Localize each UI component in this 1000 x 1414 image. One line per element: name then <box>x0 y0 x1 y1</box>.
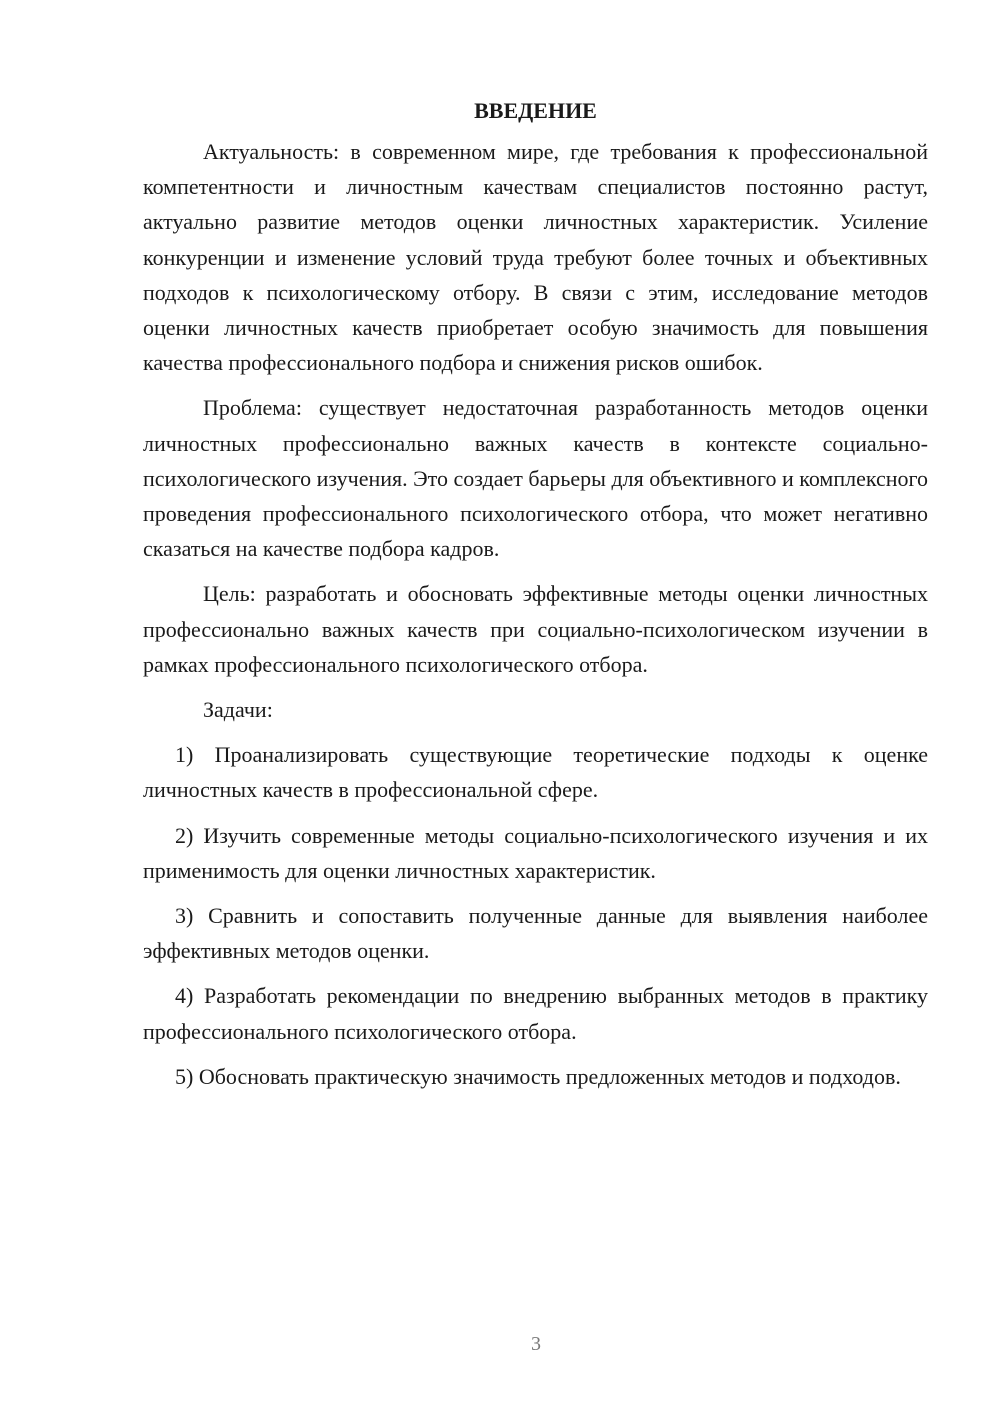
paragraph-goal: Цель: разработать и обосновать эффективные методы оценки личностных профессионально важных качеств при социально-психологическом изучении в рамках профессионального психологического отбора. <box>143 581 928 677</box>
page-title: ВВЕДЕНИЕ <box>474 98 597 123</box>
task-item: 5) Обосновать практическую значимость предложенных методов и подходов. <box>175 1063 901 1089</box>
paragraph-relevance: Актуальность: в современном мире, где требования к профессиональной компетентности и личностным качествам специалистов постоянно растут, актуально развитие методов оценки личностных характеристик. Усиление конкуренции и изменение условий труда требуют более точных и объективных подходов к психологическому отбору. В связи с этим, исследование методов оценки личностных качеств приобретает особую значимость для повышения качества профессионального подбора и снижения рисков ошибок. <box>143 139 928 376</box>
document-page <box>143 96 928 1104</box>
task-item: 4) Разработать рекомендации по внедрению выбранных методов в практику профессионального психологического отбора. <box>143 983 928 1044</box>
paragraph-tasks-heading: Задачи: <box>203 697 273 723</box>
paragraph-problem: Проблема: существует недостаточная разработанность методов оценки личностных профессионально важных качеств в контексте социально-психологического изучения. Это создает барьеры для объективного и комплексного проведения профессионального психологического отбора, что может негативно сказаться на качестве подбора кадров. <box>143 395 928 562</box>
task-item: 2) Изучить современные методы социально-психологического изучения и их применимость для оценки личностных характеристик. <box>143 822 928 883</box>
task-item: 1) Проанализировать существующие теоретические подходы к оценке личностных качеств в профессиональной сфере. <box>143 742 928 803</box>
task-item: 3) Сравнить и сопоставить полученные данные для выявления наиболее эффективных методов оценки. <box>143 903 928 964</box>
page-number: 3 <box>531 1333 541 1355</box>
